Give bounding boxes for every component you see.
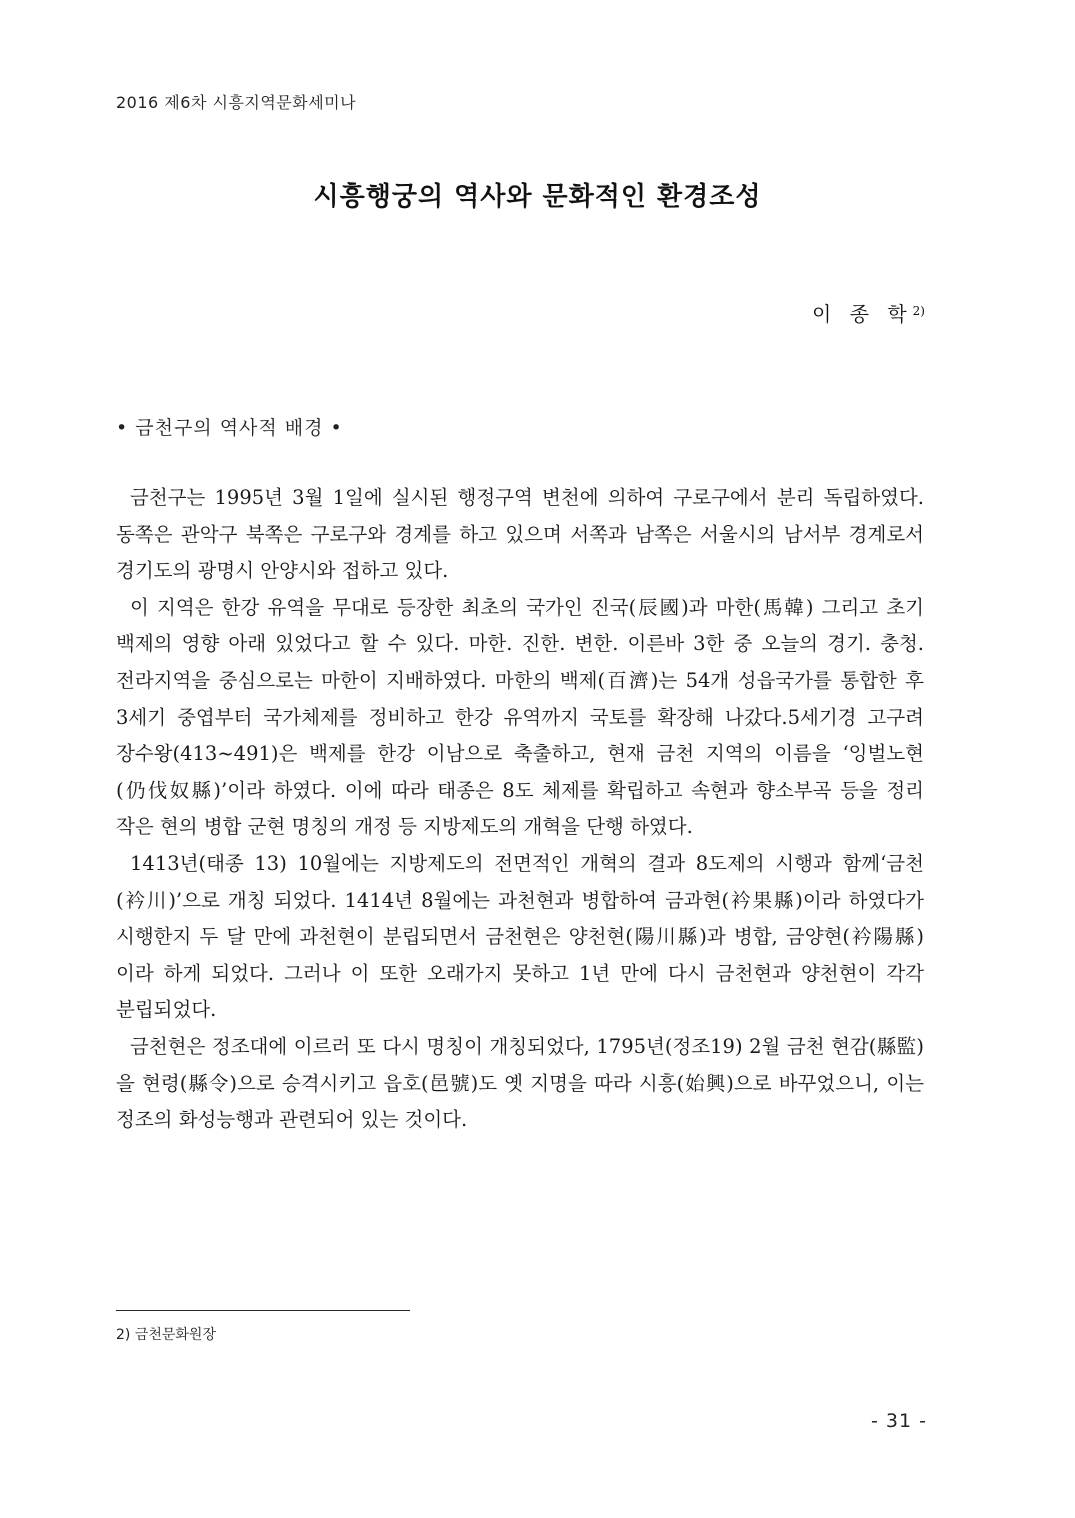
running-header: 2016 제6차 시흥지역문화세미나	[116, 93, 357, 112]
paragraph-3: 1413년(태종 13) 10월에는 지방제도의 전면적인 개혁의 결과 8도제의 시행과 함께‘금천(衿川)’으로 개칭 되었다. 1414년 8월에는 과천현과 병합하여 금과현(衿果縣)이라 하였다가 시행한지 두 달 만에 과천현이 분립되면서 금천현은 양천현(陽川縣)과 병합, 금양현(衿陽縣)이라 하게 되었다. 그러나 이 또한 오래가지 못하고 1년 만에 다시 금천현과 양천현이 각각 분립되었다.	[116, 851, 924, 1022]
body-text	[116, 480, 924, 1139]
paragraph-4: 금천현은 정조대에 이르러 또 다시 명칭이 개칭되었다, 1795년(정조19) 2월 금천 현감(縣監)을 현령(縣令)으로 승격시키고 읍호(邑號)도 옛 지명을 따라 시흥(始興)으로 바꾸었으니, 이는 정조의 화성능행과 관련되어 있는 것이다.	[116, 1034, 924, 1132]
page-number: - 31 -	[871, 1410, 927, 1432]
paragraph-1: 금천구는 1995년 3월 1일에 실시된 행정구역 변천에 의하여 구로구에서 분리 독립하였다. 동쪽은 관악구 북쪽은 구로구와 경계를 하고 있으며 서쪽과 남쪽은 서울시의 남서부 경계로서 경기도의 광명시 안양시와 접하고 있다.	[116, 486, 924, 583]
paragraph-2: 이 지역은 한강 유역을 무대로 등장한 최초의 국가인 진국(辰國)과 마한(馬韓) 그리고 초기 백제의 영향 아래 있었다고 할 수 있다. 마한. 진한. 변한. 이른바 3한 중 오늘의 경기. 충청. 전라지역을 중심으로는 마한이 지배하였다. 마한의 백제(百濟)는 54개 성읍국가를 통합한 후 3세기 중엽부터 국가체제를 정비하고 한강 유역까지 국토를 확장해 나갔다.5세기경 고구려 장수왕(413~491)은 백제를 한강 이남으로 축출하고, 현재 금천 지역의 이름을 ‘잉벌노현(仍伐奴縣)’이라 하였다. 이에 따라 태종은 8도 체제를 확립하고 속현과 향소부곡 등을 정리 작은 현의 병합 군현 명칭의 개정 등 지방제도의 개혁을 단행 하였다.	[116, 595, 924, 839]
author-line	[812, 298, 925, 327]
section-heading: • 금천구의 역사적 배경 •	[116, 417, 343, 439]
footnote: 2) 금천문화원장	[116, 1327, 216, 1343]
page-title: 시흥행궁의 역사와 문화적인 환경조성	[313, 182, 762, 212]
footnote-divider	[116, 1310, 410, 1311]
author-name: 이 종 학	[811, 302, 913, 326]
author-footnote-mark: 2)	[912, 304, 925, 318]
